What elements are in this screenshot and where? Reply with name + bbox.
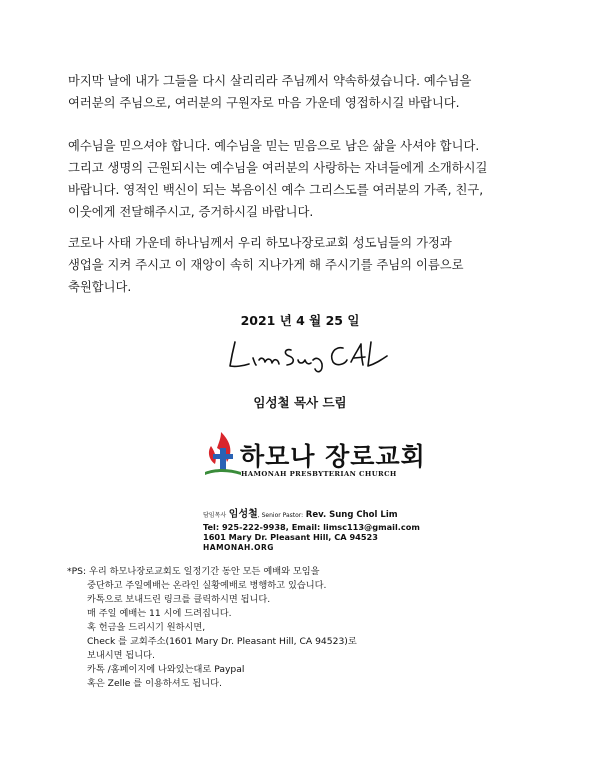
ps-line: 혹은 Zelle 를 이용하셔도 됩니다.: [87, 678, 222, 689]
ps-line: Check 를 교회주소(1601 Mary Dr. Pleasant Hill, CA 94523)로: [87, 636, 357, 647]
ps-line: 매 주일 예배는 11 시에 드려집니다.: [87, 608, 232, 619]
pastor-title: , Senior Pastor:: [257, 512, 304, 519]
ps-line: 중단하고 주일예배는 온라인 실황예배로 병행하고 있습니다.: [87, 580, 327, 591]
text-line: 생업을 지켜 주시고 이 재앙이 속히 지나가게 해 주시기를 주님의 이름으로: [68, 258, 464, 272]
pastor-name-english: Rev. Sung Chol Lim: [305, 510, 398, 520]
church-flame-cross-icon: [203, 430, 243, 478]
letter-date: 2021 년 4 월 25 일: [240, 313, 360, 328]
ps-line: 카톡 /홈페이지에 나와있는대로 Paypal: [87, 664, 245, 675]
text-line: 코로나 사태 가운데 하나님께서 우리 하모나장로교회 성도님들의 가정과: [68, 236, 452, 250]
handwritten-signature: [225, 336, 395, 374]
letter-paragraph-blessing: [68, 232, 538, 298]
postscript: [67, 565, 357, 691]
church-address: 1601 Mary Dr. Pleasant Hill, CA 94523: [203, 532, 378, 542]
text-line: 예수님을 믿으셔야 합니다. 예수님을 믿는 믿음으로 남은 삶을 사셔야 합니다.: [68, 139, 480, 153]
letter-paragraph-faith: [68, 135, 538, 223]
text-line: 마지막 날에 내가 그들을 다시 살리리라 주님께서 약속하셨습니다. 예수님을: [68, 74, 472, 88]
pastor-line: [203, 509, 420, 522]
text-line: 그리고 생명의 근원되시는 예수님을 여러분의 사랑하는 자녀들에게 소개하시길: [68, 161, 488, 175]
letter-paragraph-resurrection: [68, 70, 538, 114]
pastor-label: 담임목사: [203, 512, 227, 519]
text-line: 바랍니다. 영적인 백신이 되는 복음이신 예수 그리스도를 여러분의 가족, 친구,: [68, 183, 484, 197]
pastor-name-korean: 임성철: [228, 509, 258, 520]
contact-phone-email: Tel: 925-222-9938, Email: limsc113@gmail.com: [203, 521, 420, 532]
church-name-korean: 하모나 장로교회: [240, 442, 426, 471]
ps-line: 혹 헌금을 드리시기 원하시면,: [87, 622, 206, 633]
church-website: HAMONAH.ORG: [203, 542, 274, 552]
ps-line: 카톡으로 보내드린 링크를 클릭하시면 됩니다.: [87, 594, 271, 605]
ps-line: *PS: 우리 하모나장로교회도 일정기간 동안 모든 예배와 모임을: [67, 566, 320, 577]
text-line: 여러분의 주님으로, 여러분의 구원자로 마음 가운데 영접하시길 바랍니다.: [68, 96, 460, 110]
church-name-english: HAMONAH PRESBYTERIAN CHURCH: [241, 470, 397, 478]
text-line: 축원합니다.: [68, 280, 132, 294]
ps-line: 보내시면 됩니다.: [87, 650, 155, 661]
text-line: 이웃에게 전달해주시고, 증거하시길 바랍니다.: [68, 205, 314, 219]
letter-signer: 임성철 목사 드림: [253, 395, 347, 410]
church-contact-block: [203, 509, 420, 553]
